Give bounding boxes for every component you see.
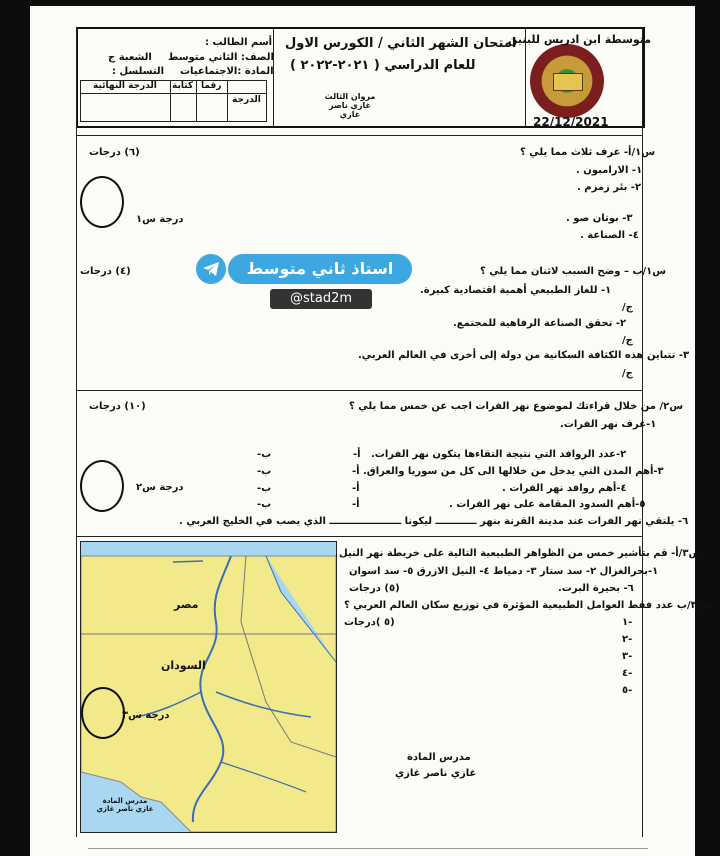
opt-a: أ- [353,449,361,460]
q1a-item: ٤- الصناعة . [580,230,639,241]
class-label: الصف: الثاني متوسط [168,52,274,63]
divider [76,135,642,136]
q3b-marks: (٥ )درجات [344,617,395,628]
q2-grade-circle[interactable] [80,460,124,512]
left-border [76,27,77,837]
serial-label: التسلسل : [112,66,165,77]
q1-grade-label: درجة س١ [136,214,184,225]
q2-marks: (١٠) درجات [89,401,146,412]
divider [76,390,642,391]
map-shapes [81,542,336,832]
answer-mark: ج/ [622,302,633,313]
answer-mark: ج/ [622,335,633,346]
teacher-name: غازي ناصر غازي [395,768,477,779]
exam-date: 22/12/2021 [533,115,609,129]
q2-title: س٢/ من خلال قراءتك لموضوع نهر الفرات اجب عن خمس مما يلي ؟ [349,401,684,412]
subject-label: المادة :الاجتماعيات [180,66,274,77]
q3a-title: س٣/أ- قم بتأشير خمس من الظواهر الطبيعية التالية على خريطة نهر النيل [339,548,703,559]
grade-label: الدرجة [232,95,261,105]
opt-b: ب- [257,499,272,510]
q3-grade-label: درجة س٣ [122,710,170,721]
map-signature-stamp: مدرس المادة غازي ناصر غازي [96,797,154,813]
exam-year: للعام الدراسي ( ٢٠٢١-٢٠٢٢ ) [290,58,476,73]
watermark-handle: @stad2m [270,289,372,309]
q2-item: ٢-عدد الروافد التي نتيجة التقاءها يتكون نهر الفرات. [371,449,627,460]
answer-line: -٥ [622,685,633,696]
grade-table [80,80,267,122]
q2-grade-label: درجة س٢ [136,482,184,493]
q1b-title: س١/ب – وضح السبب لاثنان مما يلي ؟ [480,266,667,277]
opt-a: أ- [352,499,360,510]
opt-a: أ- [352,466,360,477]
q1b-item: ٢- تحقق الصناعة الرفاهية للمجتمع. [453,318,627,329]
q1a-item: ١- الارامبون . [576,165,643,176]
q2-item: ١-عرف نهر الفرات. [560,419,657,430]
q1-grade-circle[interactable] [80,176,124,228]
q1b-item: ١- للغاز الطبيعي أهمية اقتصادية كبيرة. [420,285,612,296]
answer-mark: ج/ [622,368,633,379]
student-name-label: أسم الطالب : [205,37,273,48]
opt-a: أ- [352,483,360,494]
q1a-item: ٢- بئر زمزم . [577,182,642,193]
answer-line: -٤ [622,668,633,679]
q1b-marks: (٤) درجات [80,266,131,277]
q1a-marks: (٦) درجات [89,147,140,158]
answer-line: -٣ [622,651,633,662]
divider [76,536,642,537]
q1a-title: س١/أ- عرف ثلاث مما يلي ؟ [520,147,656,158]
final-grade-col: الدرجة النهائية [93,81,157,91]
q2-item: ٥-أهم السدود المقامة على نهر الفرات . [449,499,646,510]
map-signature: مروان الثالث غازي ناصر غازي [324,92,376,119]
page-bottom-line [88,848,648,849]
q3a-items: ٦- بحيرة البرت. [558,583,634,594]
map-label-sudan: السودان [161,659,206,672]
opt-b: ب- [257,466,272,477]
q3-grade-circle[interactable] [81,687,125,739]
q2-item: ٤-أهم روافد نهر الفرات . [502,483,627,494]
opt-b: ب- [257,483,272,494]
map-label-egypt: مصر [174,598,199,611]
book-icon [553,73,583,91]
watermark-title: استاذ ثاني متوسط [228,254,412,284]
answer-line: -٢ [622,634,633,645]
opt-b: ب- [257,449,272,460]
q2-item: ٦- يلتقي نهر الفرات عند مدينة القرنة بنهر ــــــــــــ ليكونا ـــــــــــــــــــــ الذي يصب في الخليج العربي . [179,516,689,527]
q3b-title: س٣/ب عدد فقط العوامل الطبيعية المؤثرة في توزيع سكان العالم العربي ؟ [344,600,711,611]
section-label: الشعبة ج [108,52,152,63]
telegram-icon [196,254,226,284]
school-name: متوسطة ابن ادريس للبنين [508,33,652,46]
q3a-marks: (٥) درجات [349,583,400,594]
exam-title: امتحان الشهر الثاني / الكورس الاول [285,36,517,51]
q1b-item: ٣- تتباين هذه الكثافة السكانية من دولة إلى أخرى في العالم العربي. [358,350,690,361]
q2-item: ٣-أهم المدن التي يدخل من خلالها الى كل من سوريا والعراق. [363,466,664,477]
q3a-items: ١-بحرالغزال ٢- سد ستار ٣- دمياط ٤- النيل الازرق ٥- سد اسوان [349,566,659,577]
answer-line: -١ [622,617,633,628]
written-col: كتابة [172,81,194,91]
numeric-col: رقما [201,81,222,91]
nile-map [80,541,337,833]
q1a-item: ٣- بوتان صو . [566,213,633,224]
teacher-label: مدرس المادة [407,752,471,763]
